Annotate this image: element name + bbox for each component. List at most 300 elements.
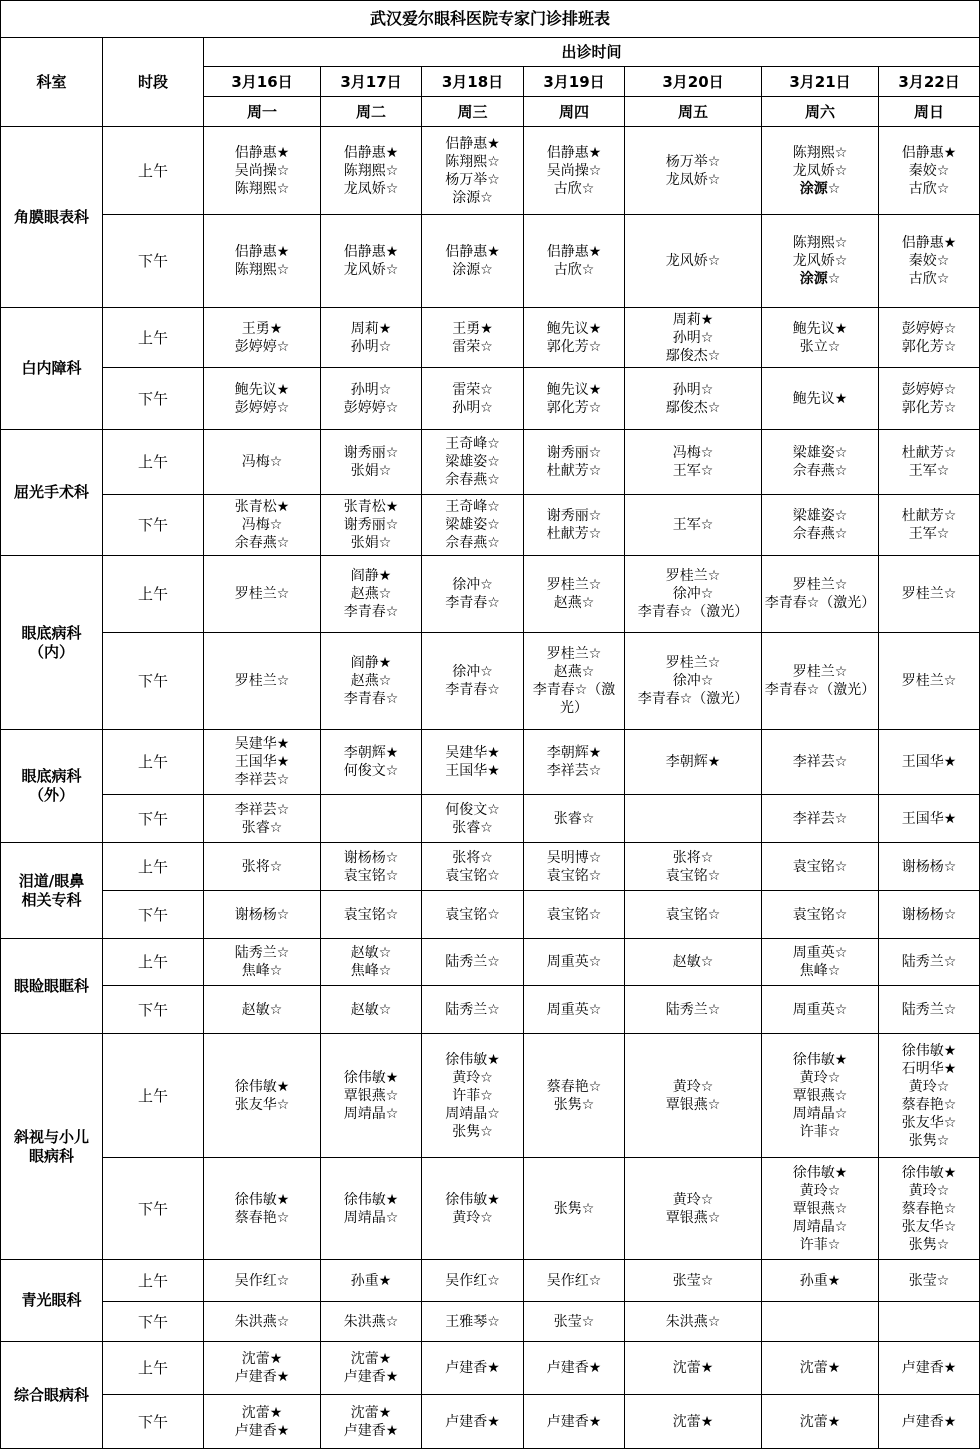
doctor-list — [235, 585, 290, 603]
doctor-list — [452, 381, 493, 417]
schedule-cell — [204, 368, 321, 430]
doctor-entry: 陈翔熙☆ — [234, 180, 290, 197]
doctor-list — [445, 744, 500, 780]
doctor-entry: 周靖晶☆ — [343, 1209, 399, 1226]
doctor-list — [344, 1069, 399, 1123]
schedule-cell — [879, 1260, 980, 1302]
doctor-entry: 袁宝铭☆ — [546, 867, 602, 884]
doctor-entry: 卢建香★ — [546, 1360, 602, 1376]
doctor-entry: 孙重★ — [350, 1272, 392, 1289]
doctor-list — [666, 252, 721, 270]
weekday-header: 周二 — [321, 97, 422, 127]
schedule-row — [1, 939, 980, 986]
doctor-list — [344, 744, 399, 780]
doctor-entry: 孙明☆ — [452, 399, 493, 416]
period-label: 下午 — [103, 795, 204, 843]
period-label: 上午 — [103, 939, 204, 986]
doctor-list — [235, 498, 290, 552]
doctor-entry: 陆秀兰☆ — [901, 1001, 957, 1018]
doctor-entry: 黄玲☆ — [452, 1069, 493, 1086]
doctor-entry: 焦峰☆ — [350, 963, 392, 979]
doctor-entry: 谢杨杨☆ — [234, 906, 290, 923]
doctor-list — [547, 576, 602, 612]
schedule-cell — [204, 795, 321, 843]
doctor-entry: 张娟☆ — [350, 535, 392, 551]
doctor-entry: 冯梅☆ — [241, 454, 283, 470]
schedule-row — [1, 1260, 980, 1302]
doctor-entry: 张将☆ — [241, 858, 283, 875]
doctor-entry: 徐伟敏★ — [343, 1191, 399, 1208]
doctor-entry: 杜献芳☆ — [546, 526, 602, 542]
doctor-entry: 何俊文☆ — [445, 801, 500, 818]
schedule-cell — [321, 1395, 422, 1449]
department-name-line: 屈光手术科 — [13, 483, 89, 501]
schedule-row — [1, 891, 980, 939]
schedule-cell — [762, 939, 879, 986]
doctor-entry: 谢杨杨☆ — [343, 849, 399, 866]
doctor-entry: 徐冲☆ — [672, 673, 714, 689]
doctor-entry: 佘春燕☆ — [792, 463, 848, 479]
doctor-list — [351, 944, 392, 980]
doctor-list — [666, 906, 721, 924]
schedule-row — [1, 127, 980, 215]
doctor-list — [351, 1272, 392, 1290]
schedule-cell — [321, 891, 422, 939]
doctor-list — [524, 645, 624, 717]
doctor-list — [547, 1413, 602, 1431]
doctor-entry: 吴建华★ — [234, 736, 290, 752]
weekday-header: 周四 — [524, 97, 625, 127]
doctor-entry: 何俊文☆ — [343, 763, 399, 779]
doctor-list — [793, 444, 848, 480]
schedule-cell — [321, 127, 422, 215]
doctor-entry: 许菲☆ — [452, 1087, 493, 1104]
doctor-entry: 徐冲☆ — [452, 577, 493, 593]
doctor-list — [445, 135, 500, 207]
doctor-list — [344, 1191, 399, 1227]
doctor-list — [547, 320, 602, 356]
department-name-line: 斜视与小儿 — [13, 1127, 89, 1146]
doctor-entry: 古欣☆ — [553, 180, 595, 197]
doctor-entry: 徐伟敏★ — [343, 1069, 399, 1086]
department-name-line: 眼底病科 — [21, 767, 82, 785]
schedule-cell — [321, 308, 422, 368]
doctor-entry: 侣静惠★ — [901, 235, 957, 251]
doctor-list — [909, 1272, 950, 1290]
doctor-entry: 龙风娇☆ — [665, 253, 721, 269]
schedule-row — [1, 1342, 980, 1395]
doctor-entry: 徐伟敏★ — [445, 1191, 500, 1208]
doctor-entry: 赵燕☆ — [350, 673, 392, 689]
schedule-cell — [879, 308, 980, 368]
doctor-entry: 秦姣☆ — [908, 162, 950, 179]
doctor-list — [666, 753, 721, 771]
schedule-cell — [625, 1342, 762, 1395]
doctor-entry: 古欣☆ — [908, 180, 950, 197]
period-label: 上午 — [103, 1260, 204, 1302]
doctor-entry: 孙明☆ — [350, 381, 392, 398]
doctor-entry: 张将☆ — [452, 849, 493, 866]
doctor-list — [547, 144, 602, 198]
doctor-list — [445, 576, 500, 612]
doctor-entry: 沈蕾★ — [241, 1351, 283, 1367]
doctor-list — [242, 858, 283, 876]
doctor-entry: 谢秀丽☆ — [546, 445, 602, 461]
doctor-list — [666, 1001, 721, 1019]
doctor-entry: 罗桂兰☆ — [665, 655, 721, 671]
date-header: 3月21日 — [762, 67, 879, 97]
period-label: 上午 — [103, 430, 204, 495]
doctor-list — [666, 311, 721, 365]
doctor-list — [902, 810, 957, 828]
doctor-list — [242, 453, 283, 471]
doctor-entry: 谢杨杨☆ — [901, 858, 957, 875]
period-label: 下午 — [103, 986, 204, 1034]
department-name — [1, 1260, 103, 1342]
schedule-cell — [204, 1302, 321, 1342]
doctor-entry: 杨万举☆ — [445, 171, 500, 188]
doctor-list — [902, 381, 957, 417]
doctor-list — [673, 516, 714, 534]
doctor-entry: 彭婷婷☆ — [234, 399, 290, 416]
period-header: 时段 — [103, 38, 204, 127]
schedule-cell — [321, 1260, 422, 1302]
schedule-cell — [321, 795, 422, 843]
doctor-entry: 王军☆ — [908, 463, 950, 479]
doctor-entry: 周莉★ — [350, 320, 392, 337]
doctor-list — [800, 1272, 841, 1290]
doctor-entry: 徐伟敏★ — [792, 1164, 848, 1181]
doctor-list — [793, 144, 848, 198]
doctor-list — [673, 1272, 714, 1290]
doctor-entry: 黄玲☆ — [672, 1078, 714, 1095]
schedule-cell — [762, 1395, 879, 1449]
doctor-entry: 张隽☆ — [452, 1123, 493, 1140]
doctor-entry: 李青春☆ — [445, 682, 500, 698]
doctor-list — [800, 1413, 841, 1431]
doctor-list — [765, 663, 876, 699]
period-label: 下午 — [103, 1395, 204, 1449]
doctor-list — [445, 1191, 500, 1227]
schedule-cell — [625, 556, 762, 633]
doctor-entry: 卢建香★ — [901, 1360, 957, 1376]
doctor-entry: 焦峰☆ — [241, 963, 283, 979]
doctor-list — [445, 1051, 500, 1141]
doctor-entry: 黄玲☆ — [799, 1069, 841, 1086]
doctor-entry: 王勇★ — [452, 320, 493, 337]
schedule-cell — [625, 1302, 762, 1342]
department-name — [1, 1034, 103, 1260]
doctor-entry: 孙明☆ — [350, 338, 392, 355]
doctor-list — [445, 663, 500, 699]
schedule-cell — [762, 368, 879, 430]
doctor-entry: 杜献芳☆ — [901, 508, 957, 524]
doctor-entry: 鄢俊杰☆ — [665, 399, 721, 416]
schedule-cell — [524, 730, 625, 795]
schedule-row — [1, 730, 980, 795]
schedule-cell — [321, 1034, 422, 1158]
doctor-entry: 吴作红☆ — [546, 1272, 602, 1289]
doctor-entry: 侣静惠★ — [445, 135, 500, 152]
schedule-cell — [321, 1342, 422, 1395]
doctor-entry: 赵敏☆ — [241, 1001, 283, 1018]
schedule-cell — [762, 1158, 879, 1260]
doctor-entry: 李祥芸☆ — [792, 754, 848, 770]
schedule-cell — [879, 939, 980, 986]
schedule-cell — [204, 215, 321, 308]
doctor-entry: 龙风娇☆ — [792, 253, 848, 269]
doctor-entry: 王国华★ — [901, 754, 957, 770]
doctor-entry: 朱洪燕☆ — [665, 1313, 721, 1330]
schedule-cell — [204, 1342, 321, 1395]
doctor-list — [673, 444, 714, 480]
doctor-list — [673, 953, 714, 971]
doctor-list — [793, 944, 848, 980]
schedule-cell — [321, 430, 422, 495]
doctor-entry: 陈翔熙☆ — [792, 235, 848, 251]
weekday-header: 周三 — [422, 97, 524, 127]
doctor-entry: 袁宝铭☆ — [445, 906, 500, 923]
doctor-list — [235, 320, 290, 356]
date-header: 3月20日 — [625, 67, 762, 97]
doctor-entry: 沈蕾★ — [672, 1413, 714, 1430]
department-name — [1, 556, 103, 730]
schedule-cell — [879, 1395, 980, 1449]
doctor-list — [445, 849, 500, 885]
department-name — [1, 1342, 103, 1449]
schedule-cell — [204, 730, 321, 795]
doctor-entry: 徐伟敏★ — [792, 1051, 848, 1068]
time-header: 出诊时间 — [204, 38, 980, 67]
schedule-cell — [524, 891, 625, 939]
doctor-entry: 罗桂兰☆ — [792, 577, 848, 593]
doctor-entry: 李青春☆ — [343, 691, 399, 707]
schedule-cell — [879, 633, 980, 730]
doctor-entry: 谢秀丽☆ — [343, 517, 399, 533]
schedule-cell — [422, 215, 524, 308]
doctor-entry: 阎静★ — [350, 655, 392, 671]
doctor-entry: 许菲☆ — [799, 1123, 841, 1140]
schedule-cell — [204, 891, 321, 939]
schedule-cell — [204, 495, 321, 556]
doctor-list — [793, 507, 848, 543]
doctor-list — [344, 567, 399, 621]
schedule-cell — [625, 795, 762, 843]
doctor-entry: 李祥芸☆ — [234, 801, 290, 818]
schedule-cell — [321, 730, 422, 795]
department-name-line: 泪道/眼鼻 — [18, 871, 85, 890]
schedule-cell — [422, 1395, 524, 1449]
schedule-cell — [524, 430, 625, 495]
doctor-entry: 侣静惠★ — [445, 244, 500, 260]
schedule-cell — [321, 215, 422, 308]
doctor-entry: 周靖晶☆ — [792, 1105, 848, 1122]
doctor-entry: 陆秀兰☆ — [901, 954, 957, 970]
doctor-entry: 张友华☆ — [901, 1114, 957, 1131]
doctor-entry: 杨万举☆ — [665, 153, 721, 170]
doctor-list — [235, 1272, 290, 1290]
doctor-entry: 卢建香★ — [546, 1413, 602, 1430]
doctor-entry: 沈蕾★ — [672, 1360, 714, 1376]
doctor-entry: 卢建香★ — [234, 1422, 290, 1439]
doctor-entry: 张隽☆ — [908, 1132, 950, 1149]
doctor-entry: 鲍先议★ — [792, 320, 848, 337]
doctor-entry: 吴作红☆ — [445, 1272, 500, 1289]
schedule-cell — [879, 495, 980, 556]
doctor-entry: 佘春燕☆ — [445, 535, 500, 551]
doctor-entry: 沈蕾★ — [241, 1404, 283, 1421]
doctor-entry: 徐冲☆ — [672, 586, 714, 602]
doctor-entry: 焦峰☆ — [799, 963, 841, 979]
schedule-row — [1, 495, 980, 556]
doctor-entry: 陈翔熙☆ — [234, 262, 290, 278]
schedule-cell — [422, 368, 524, 430]
schedule-cell — [321, 368, 422, 430]
doctor-entry: 罗桂兰☆ — [546, 646, 602, 662]
doctor-entry: 谢秀丽☆ — [343, 445, 399, 461]
doctor-list — [638, 654, 749, 708]
schedule-cell — [625, 1034, 762, 1158]
doctor-list — [673, 1359, 714, 1377]
schedule-cell — [879, 986, 980, 1034]
schedule-cell — [762, 430, 879, 495]
doctor-entry: 卢建香★ — [445, 1413, 500, 1430]
doctor-list — [793, 858, 848, 876]
doctor-entry: 龙风娇☆ — [343, 262, 399, 278]
schedule-row — [1, 368, 980, 430]
doctor-entry: 侣静惠★ — [234, 144, 290, 161]
schedule-cell — [879, 795, 980, 843]
doctor-entry: 杜献芳☆ — [901, 445, 957, 461]
schedule-cell — [524, 1158, 625, 1260]
doctor-list — [445, 906, 500, 924]
schedule-cell — [524, 986, 625, 1034]
doctor-entry: 卢建香★ — [901, 1413, 957, 1430]
doctor-entry: 周重英☆ — [792, 1001, 848, 1018]
schedule-cell — [422, 308, 524, 368]
department-name-line: 青光眼科 — [21, 1291, 82, 1309]
doctor-entry: 李青春☆（激光） — [764, 682, 876, 698]
schedule-cell — [321, 843, 422, 891]
doctor-list — [445, 1413, 500, 1431]
doctor-entry: 谢秀丽☆ — [546, 508, 602, 524]
schedule-cell — [625, 1260, 762, 1302]
schedule-cell — [524, 127, 625, 215]
doctor-entry: 张友华☆ — [901, 1218, 957, 1235]
schedule-cell — [204, 986, 321, 1034]
doctor-list — [793, 1001, 848, 1019]
schedule-cell — [524, 556, 625, 633]
doctor-entry: 徐伟敏★ — [901, 1042, 957, 1059]
doctor-entry: 王军☆ — [672, 517, 714, 533]
schedule-cell — [321, 495, 422, 556]
schedule-row — [1, 795, 980, 843]
schedule-row — [1, 633, 980, 730]
schedule-row — [1, 430, 980, 495]
doctor-entry: 周靖晶☆ — [445, 1105, 500, 1122]
doctor-entry: 罗桂兰☆ — [665, 568, 721, 584]
period-label: 下午 — [103, 1302, 204, 1342]
doctor-entry: 古欣☆ — [553, 262, 595, 278]
doctor-list — [902, 953, 957, 971]
doctor-entry: 张立☆ — [799, 338, 841, 355]
doctor-list — [793, 810, 848, 828]
doctor-entry: 吴建华★ — [445, 745, 500, 761]
doctor-list — [445, 498, 500, 552]
doctor-entry: 谢杨杨☆ — [901, 906, 957, 923]
doctor-list — [793, 906, 848, 924]
doctor-list — [793, 390, 848, 408]
doctor-entry: 张青松★ — [234, 499, 290, 515]
doctor-entry: 石明华★ — [901, 1060, 957, 1077]
schedule-cell — [524, 633, 625, 730]
schedule-cell — [762, 633, 879, 730]
doctor-entry: 张睿☆ — [553, 810, 595, 827]
doctor-list — [547, 849, 602, 885]
doctor-entry: 陈翔熙☆ — [445, 153, 500, 170]
schedule-cell — [879, 1342, 980, 1395]
schedule-cell — [625, 891, 762, 939]
doctor-entry: 梁雄姿☆ — [792, 445, 848, 461]
doctor-list — [793, 753, 848, 771]
schedule-cell — [204, 1158, 321, 1260]
doctor-entry: 黄玲☆ — [672, 1191, 714, 1208]
schedule-cell — [625, 215, 762, 308]
doctor-list — [902, 858, 957, 876]
schedule-cell — [422, 556, 524, 633]
schedule-cell — [879, 215, 980, 308]
doctor-entry: 徐伟敏★ — [234, 1078, 290, 1095]
schedule-row — [1, 843, 980, 891]
schedule-cell — [524, 1302, 625, 1342]
department-name-line: （外） — [28, 786, 74, 804]
doctor-entry: 鲍先议★ — [234, 381, 290, 398]
doctor-entry: 余春燕☆ — [445, 472, 500, 488]
department-name — [1, 843, 103, 939]
schedule-row — [1, 1302, 980, 1342]
doctor-entry: 王军☆ — [908, 526, 950, 542]
schedule-cell — [422, 633, 524, 730]
doctor-entry: 侣静惠★ — [234, 244, 290, 260]
schedule-cell — [321, 986, 422, 1034]
schedule-row — [1, 986, 980, 1034]
weekday-header: 周一 — [204, 97, 321, 127]
schedule-cell — [524, 843, 625, 891]
schedule-cell — [422, 891, 524, 939]
doctor-list — [344, 381, 399, 417]
doctor-entry: 张莹☆ — [908, 1272, 950, 1289]
schedule-cell — [204, 939, 321, 986]
doctor-list — [666, 381, 721, 417]
doctor-entry: 覃银燕☆ — [665, 1096, 721, 1113]
doctor-list — [344, 906, 399, 924]
doctor-entry: 沈蕾★ — [799, 1413, 841, 1430]
doctor-list — [902, 1164, 957, 1254]
doctor-entry: 周靖晶☆ — [343, 1105, 399, 1122]
doctor-entry: 杜献芳☆ — [546, 463, 602, 479]
schedule-cell — [762, 1342, 879, 1395]
doctor-entry: 黄玲☆ — [908, 1078, 950, 1095]
doctor-entry: 彭婷婷☆ — [234, 338, 290, 355]
schedule-cell — [879, 730, 980, 795]
doctor-list — [547, 1001, 602, 1019]
doctor-list — [666, 1191, 721, 1227]
doctor-entry: 张娟☆ — [350, 463, 392, 479]
doctor-entry: 王国华★ — [901, 810, 957, 827]
schedule-cell — [762, 843, 879, 891]
doctor-list — [235, 801, 290, 837]
doctor-entry: 黄玲☆ — [452, 1209, 493, 1226]
